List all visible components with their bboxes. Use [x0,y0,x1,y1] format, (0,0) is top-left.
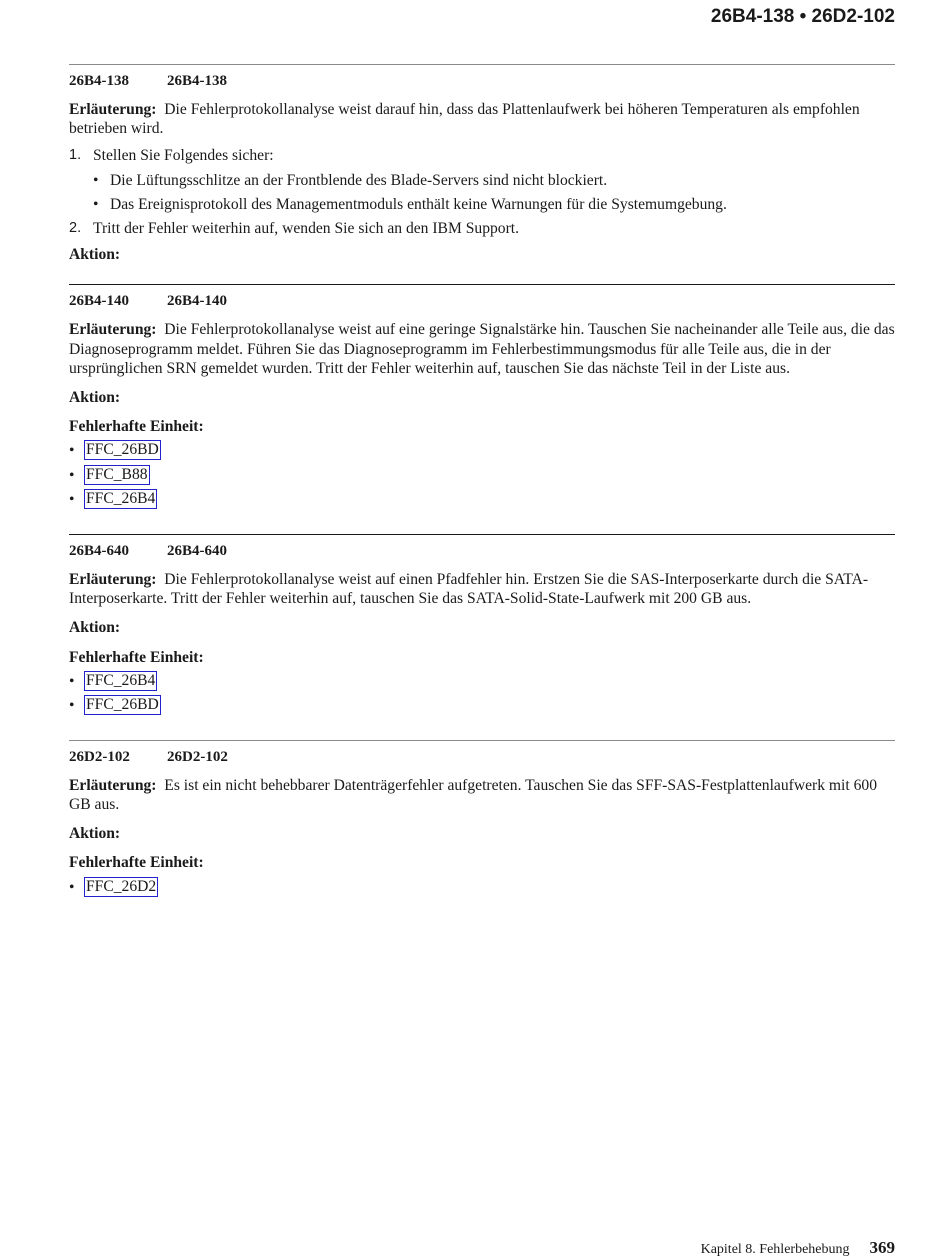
explanation-paragraph [69,570,895,608]
action-label: Aktion: [69,389,121,407]
bullet-icon: • [69,672,75,690]
page-number: 369 [869,1238,895,1257]
ffc-list [69,440,895,511]
page-footer [701,1238,895,1258]
error-code-secondary: 26B4-140 [167,293,227,310]
ffc-link[interactable]: FFC_26B4 [86,490,156,508]
ffc-list-item [69,440,895,462]
ffc-list-item [69,465,895,487]
step-item [69,219,895,238]
explanation-text: Die Fehlerprotokollanalyse weist darauf hin, dass das Plattenlaufwerk bei höheren Temperaturen als empfohlen betrieben wird. [69,101,860,138]
explanation-paragraph [69,776,895,814]
ffc-link[interactable]: FFC_26D2 [86,877,157,895]
ffc-link[interactable]: FFC_26BD [86,441,159,459]
bullet-icon: • [69,491,75,509]
step-number: 2. [69,220,82,237]
explanation-label: Erläuterung: [69,776,157,794]
error-entry-26b4-140 [69,284,895,534]
entry-heading [69,292,895,310]
explanation-label: Erläuterung: [69,101,157,118]
action-label: Aktion: [69,825,121,843]
step-number: 1. [69,147,82,164]
explanation-paragraph [69,320,895,378]
explanation-paragraph [69,100,895,138]
error-code-secondary: 26D2-102 [167,748,228,765]
step-bullets [93,171,895,214]
step-item [69,146,895,214]
ffc-link[interactable]: FFC_B88 [86,465,148,483]
bullet-icon: • [93,171,99,189]
error-entry-26b4-138 [69,64,895,284]
error-code: 26B4-640 [69,542,129,559]
bullet-text: Das Ereignisprotokoll des Managementmoduls enthält keine Warnungen für die Systemumgebung. [110,195,727,213]
error-code: 26D2-102 [69,748,130,765]
bullet-icon: • [69,878,75,896]
step-text: Tritt der Fehler weiterhin auf, wenden Sie sich an den IBM Support. [93,220,520,238]
explanation-text: Die Fehlerprotokollanalyse weist auf einen Pfadfehler hin. Erstzen Sie die SAS-Interposerkarte durch die SATA-Interposerkarte. Tritt der Fehler weiterhin auf, tauschen Sie das SATA-Solid-State-Laufwerk mit 200 GB aus. [69,570,869,608]
ffc-list-item [69,671,895,693]
bullet-icon: • [69,466,75,484]
error-code: 26B4-138 [69,73,129,89]
explanation-text: Es ist ein nicht behebbarer Datenträgerfehler aufgetreten. Tauschen Sie das SFF-SAS-Festplattenlaufwerk mit 600 GB aus. [69,776,877,813]
ffc-link[interactable]: FFC_26BD [86,696,159,714]
entry-heading [69,748,895,766]
entry-heading [69,72,895,90]
bullet-icon: • [69,442,75,460]
ffc-link[interactable]: FFC_26B4 [86,671,156,689]
action-label: Aktion: [69,246,121,264]
failing-unit-label: Fehlerhafte Einheit: [69,418,204,436]
bullet-item [93,195,895,214]
chapter-title: Kapitel 8. Fehlerbehebung [700,1242,850,1257]
explanation-label: Erläuterung: [69,321,157,339]
ffc-list [69,877,895,899]
error-code: 26B4-140 [69,293,129,310]
ffc-list-item [69,877,895,899]
explanation-label: Erläuterung: [69,570,157,588]
error-code-secondary: 26B4-138 [167,73,227,89]
step-text: Stellen Sie Folgendes sicher: [93,147,274,165]
error-entry-26b4-640 [69,534,895,740]
bullet-text: Die Lüftungsschlitze an der Frontblende des Blade-Servers sind nicht blockiert. [110,171,608,189]
bullet-icon: • [93,195,99,213]
bullet-icon: • [69,697,75,715]
entry-heading [69,542,895,560]
explanation-text: Die Fehlerprotokollanalyse weist auf eine geringe Signalstärke hin. Tauschen Sie nacheinander alle Teile aus, die das Diagnoseprogramm meldet. Führen Sie das Diagnoseprogramm im Fehlerbestimmungsmodus für alle Teile aus, die in der ursprünglichen SRN gemeldet wurden. Tritt der Fehler weiterhin auf, tauschen Sie das nächste Teil in der Liste aus. [69,321,895,377]
action-steps [69,146,895,238]
ffc-list [69,671,895,718]
running-header: 26B4-138 • 26D2-102 [710,6,895,27]
failing-unit-label: Fehlerhafte Einheit: [69,648,204,666]
page-content [69,64,895,921]
error-entry-26d2-102 [69,740,895,921]
error-code-secondary: 26B4-640 [167,542,227,559]
failing-unit-label: Fehlerhafte Einheit: [69,854,204,872]
ffc-list-item [69,489,895,511]
ffc-list-item [69,695,895,717]
action-label: Aktion: [69,619,121,637]
bullet-item [93,171,895,190]
